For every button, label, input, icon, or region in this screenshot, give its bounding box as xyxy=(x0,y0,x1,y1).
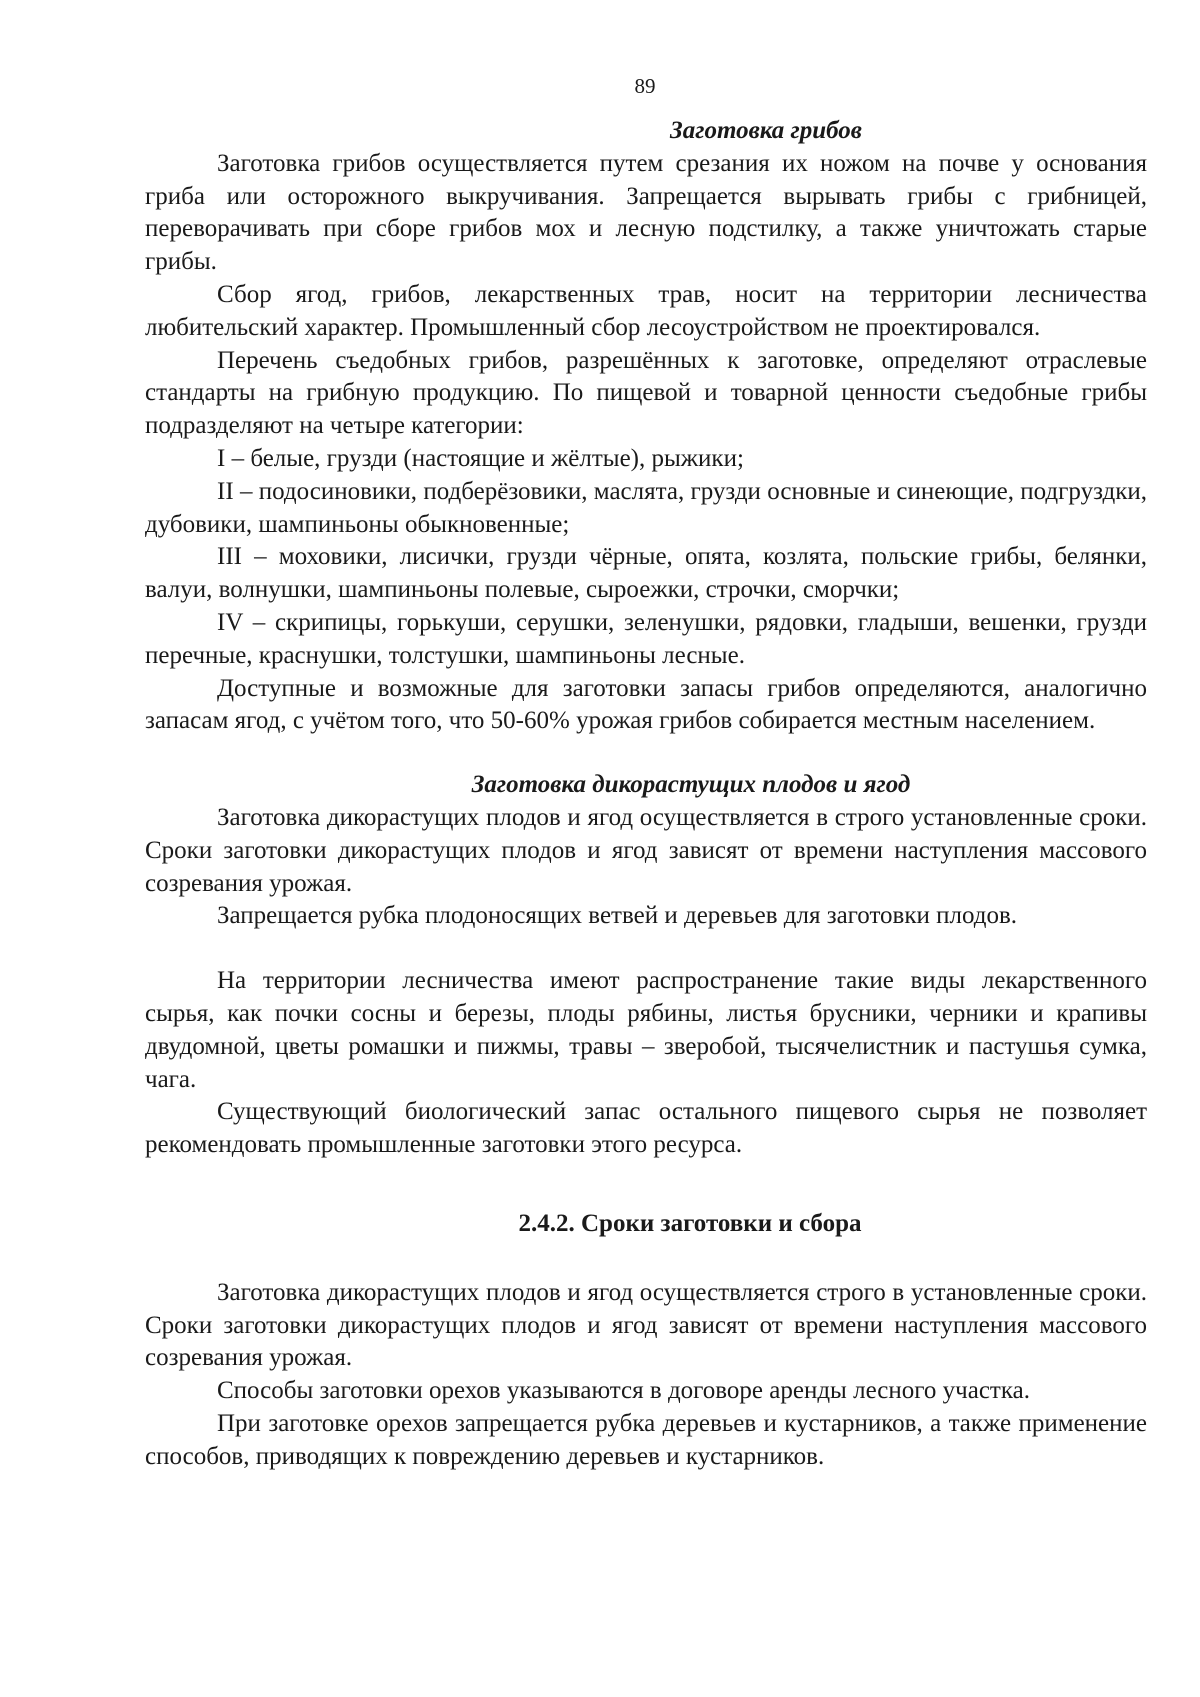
paragraph: При заготовке орехов запрещается рубка деревьев и кустарников, а также применение способов, приводящих к повреждению деревьев и кустарников. xyxy=(145,1409,1147,1470)
category-item: IV – скрипицы, горькуши, серушки, зеленушки, рядовки, гладыши, вешенки, грузди перечные, краснушки, толстушки, шампиньоны лесные. xyxy=(145,608,1147,669)
paragraph: Сбор ягод, грибов, лекарственных трав, носит на территории лесничества любительский характер. Промышленный сбор лесоустройством не проектировался. xyxy=(145,280,1147,341)
heading-mushroom-harvesting: Заготовка грибов xyxy=(670,117,862,144)
paragraph: Существующий биологический запас остального пищевого сырья не позволяет рекомендовать промышленные заготовки этого ресурса. xyxy=(145,1098,1147,1159)
paragraph: Перечень съедобных грибов, разрешённых к заготовке, определяют отраслевые стандарты на грибную продукцию. По пищевой и товарной ценности съедобные грибы подразделяют на четыре категории: xyxy=(145,346,1147,440)
paragraph: Заготовка дикорастущих плодов и ягод осуществляется строго в установленные сроки. Сроки заготовки дикорастущих плодов и ягод зависят от времени наступления массового созревания урожая. xyxy=(145,1278,1147,1372)
category-item: III – моховики, лисички, грузди чёрные, опята, козлята, польские грибы, белянки, валуи, волнушки, шампиньоны полевые, сыроежки, строчки, сморчки; xyxy=(145,543,1147,604)
paragraph: Запрещается рубка плодоносящих ветвей и деревьев для заготовки плодов. xyxy=(217,902,1018,930)
paragraph: На территории лесничества имеют распространение такие виды лекарственного сырья, как почки сосны и березы, плоды рябины, листья брусники, черники и крапивы двудомной, цветы ромашки и пижмы, травы – зверобой, тысячелистник и пастушья сумка, чага. xyxy=(145,967,1147,1093)
heading-wild-fruit-harvesting: Заготовка дикорастущих плодов и ягод xyxy=(471,771,911,799)
category-item: I – белые, грузди (настоящие и жёлтые), рыжики; xyxy=(217,444,744,472)
category-item: II – подосиновики, подберёзовики, маслята, грузди основные и синеющие, подгруздки, дубовики, шампиньоны обыкновенные; xyxy=(145,477,1147,538)
page-content xyxy=(145,115,1147,1473)
heading-harvest-terms: 2.4.2. Сроки заготовки и сбора xyxy=(518,1209,862,1237)
paragraph: Доступные и возможные для заготовки запасы грибов определяются, аналогично запасам ягод, с учётом того, что 50-60% урожая грибов собирается местным населением. xyxy=(145,674,1147,735)
paragraph: Заготовка дикорастущих плодов и ягод осуществляется в строго установленные сроки. Сроки заготовки дикорастущих плодов и ягод зависят от времени наступления массового созревания урожая. xyxy=(145,803,1147,897)
paragraph: Способы заготовки орехов указываются в договоре аренды лесного участка. xyxy=(217,1377,1030,1405)
paragraph: Заготовка грибов осуществляется путем срезания их ножом на почве у основания гриба или осторожного выкручивания. Запрещается вырывать грибы с грибницей, переворачивать при сборе грибов мох и лесную подстилку, а также уничтожать старые грибы. xyxy=(145,149,1147,276)
page-number: 89 xyxy=(634,74,656,98)
